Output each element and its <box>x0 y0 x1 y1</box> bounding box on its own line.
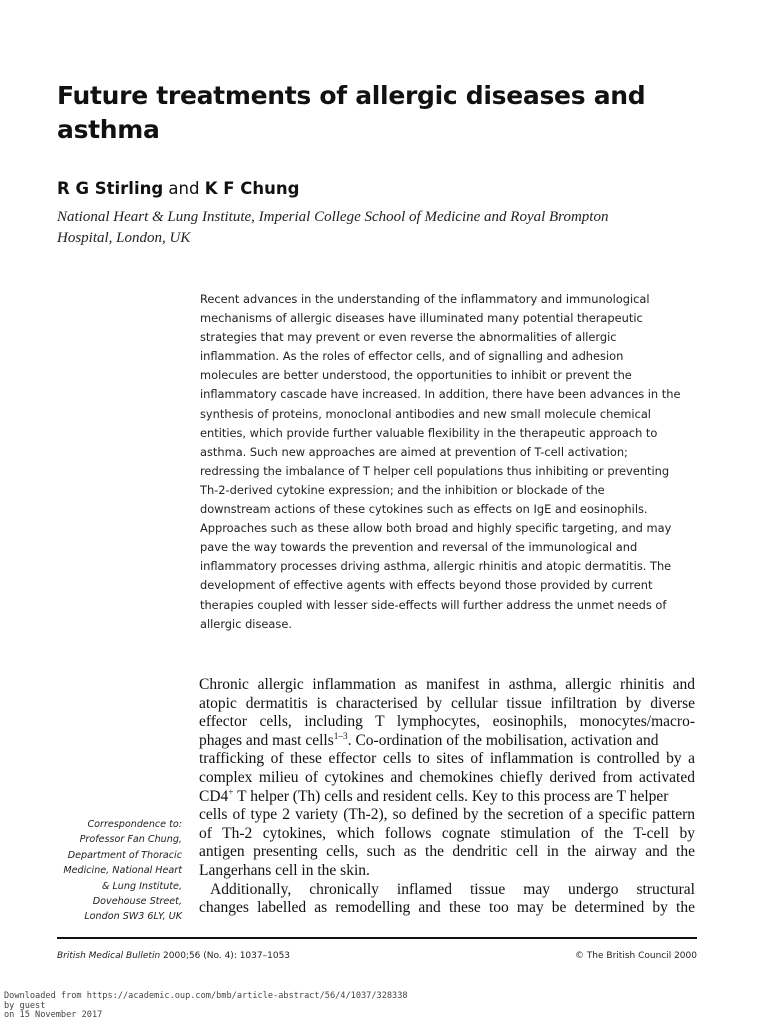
author-stirling: R G Stirling <box>57 179 164 198</box>
author-list <box>57 178 299 200</box>
body-line: Additionally, chronically inflamed tissue may undergo structural <box>210 880 695 898</box>
abstract-line: inflammation. As the roles of effector cells, and of signalling and adhesion <box>200 349 624 364</box>
body-line: of Th-2 cytokines, which follows cognate stimulation of the T-cell by <box>199 824 695 842</box>
body-line-with-citation <box>199 732 695 751</box>
correspondence-line: Medicine, National Heart <box>63 865 182 877</box>
abstract-line: synthesis of proteins, monoclonal antibodies and new small molecule chemical <box>200 406 651 421</box>
body-text-fragment: CD4 <box>199 787 229 805</box>
abstract-line: Th-2-derived cytokine expression; and the inhibition or blockade of the <box>200 482 605 497</box>
affiliation-line-2: Hospital, London, UK <box>57 230 191 246</box>
affiliation <box>57 207 707 249</box>
body-line: effector cells, including T lymphocytes, eosinophils, monocytes/macro- <box>199 713 695 731</box>
correspondence-line: Professor Fan Chung, <box>79 834 182 846</box>
body-line: Langerhans cell in the skin. <box>199 861 370 879</box>
abstract-line: allergic disease. <box>200 616 292 631</box>
title-line-2: asthma <box>57 115 160 144</box>
correspondence-line: Department of Thoracic <box>67 849 182 861</box>
copyright-notice: © The British Council 2000 <box>574 951 697 961</box>
body-line: Chronic allergic inflammation as manifest in asthma, allergic rhinitis and <box>199 676 695 693</box>
body-line: trafficking of these effector cells to sites of inflammation is controlled by a <box>199 750 695 768</box>
abstract-line: asthma. Such new approaches are aimed at prevention of T-cell activation; <box>200 444 628 459</box>
article-title <box>57 79 717 147</box>
download-stamp <box>4 992 408 1021</box>
abstract <box>200 290 690 634</box>
abstract-line: Recent advances in the understanding of the inflammatory and immunological <box>200 292 650 306</box>
body-text-fragment: phages and mast cells <box>199 731 334 749</box>
body-text-fragment: T helper (Th) cells and resident cells. Key to this process are T helper <box>233 787 669 805</box>
footer-rule <box>57 937 697 939</box>
abstract-line: therapies coupled with lesser side-effects will further address the unmet needs of <box>200 597 667 612</box>
download-stamp-line: Downloaded from https://academic.oup.com/bmb/article-abstract/56/4/1037/328338 <box>4 991 408 1001</box>
body-line: complex milieu of cytokines and chemokines chiefly derived from activated <box>199 768 695 786</box>
abstract-line: inflammatory cascade have increased. In addition, there have been advances in the <box>200 387 681 402</box>
correspondence-line: London SW3 6LY, UK <box>84 911 182 923</box>
body-text <box>199 676 695 918</box>
body-line: changes labelled as remodelling and these too may be determined by the <box>199 899 695 917</box>
abstract-line: development of effective agents with effects beyond those provided by current <box>200 578 653 593</box>
body-text-fragment: . Co-ordination of the mobilisation, activation and <box>347 731 659 749</box>
download-stamp-line: by guest <box>4 1000 46 1011</box>
download-stamp-line: on 15 November 2017 <box>4 1010 103 1021</box>
journal-citation <box>57 950 290 962</box>
correspondence-line: Correspondence to: <box>87 819 182 830</box>
abstract-line: redressing the imbalance of T helper cell populations thus inhibiting or preventing <box>200 463 670 478</box>
correspondence-line: & Lung Institute, <box>101 880 182 892</box>
body-line: antigen presenting cells, such as the dendritic cell in the airway and the <box>199 843 695 861</box>
plus-superscript: + <box>228 787 234 798</box>
abstract-line: strategies that may prevent or even reverse the abnormalities of allergic <box>200 330 617 345</box>
abstract-line: downstream actions of these cytokines such as effects on IgE and eosinophils. <box>200 502 648 517</box>
abstract-line: Approaches such as these allow both broad and highly specific targeting, and may <box>200 521 672 536</box>
abstract-line: entities, which provide further valuable flexibility in the therapeutic approach to <box>200 425 658 440</box>
correspondence-line: Dovehouse Street, <box>92 896 182 908</box>
author-chung: K F Chung <box>204 179 300 198</box>
abstract-line: pave the way towards the prevention and reversal of the immunological and <box>200 540 638 555</box>
abstract-line: inflammatory processes driving asthma, allergic rhinitis and atopic dermatitis. The <box>200 559 672 574</box>
title-line-1: Future treatments of allergic diseases and <box>57 81 646 110</box>
abstract-line: mechanisms of allergic diseases have illuminated many potential therapeutic <box>200 311 643 326</box>
body-line-with-superscript <box>199 788 695 807</box>
body-line: cells of type 2 variety (Th-2), so defined by the secretion of a specific pattern <box>199 806 695 824</box>
citation-details: 2000;56 (No. 4): 1037–1053 <box>160 951 291 961</box>
abstract-line: molecules are better understood, the opportunities to inhibit or prevent the <box>200 368 632 383</box>
author-conjunction: and <box>168 179 200 198</box>
affiliation-line-1: National Heart & Lung Institute, Imperial College School of Medicine and Royal Brompton <box>57 209 609 225</box>
body-line: atopic dermatitis is characterised by cellular tissue infiltration by diverse <box>199 694 695 712</box>
correspondence-note <box>40 817 182 925</box>
journal-name: British Medical Bulletin <box>57 951 161 961</box>
citation-superscript: 1–3 <box>333 731 348 742</box>
